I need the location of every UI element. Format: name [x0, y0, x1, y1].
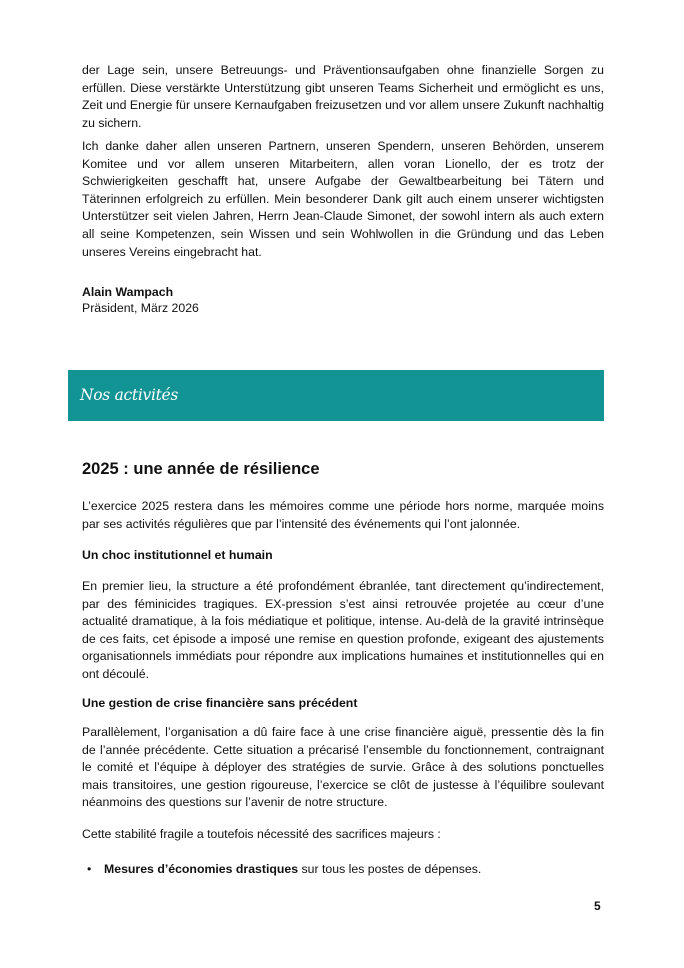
bullet-bold-text: Mesures d’économies drastiques: [104, 862, 299, 876]
section-heading: 2025 : une année de résilience: [82, 460, 320, 478]
list-item: [87, 861, 482, 878]
bullet-text: sur tous les postes de dépenses.: [298, 862, 482, 876]
paragraph-intro: L’exercice 2025 restera dans les mémoires comme une période hors norme, marquée moins par ses activités régulières que par l’intensité des événements qui l’ont jalonnée.: [82, 499, 604, 531]
paragraph-thanks: Ich danke daher allen unseren Partnern, unseren Spendern, unseren Behörden, unserem Komitee und vor allem unseren Mitarbeitern, allen voran Lionello, der es trotz der Schwierigkeiten geschafft hat, unsere Aufgabe der Gewaltbearbeitung bei Tätern und Täterinnen erfolgreich zu erfüllen. Mein besonderer Dank gilt auch einem unserer wichtigsten Unterstützer seit vielen Jahren, Herrn Jean-Claude Simonet, der sowohl intern als auch extern all seine Kompetenzen, sein Wissen und sein Wohlwollen in die Gründung und das Leben unseres Vereins eingebracht hat.: [82, 139, 604, 259]
subheading-financial-crisis: Une gestion de crise financière sans précédent: [82, 696, 358, 710]
signature-name: Alain Wampach: [82, 285, 174, 299]
paragraph-support: der Lage sein, unsere Betreuungs- und Präventionsaufgaben ohne finanzielle Sorgen zu erfüllen. Diese verstärkte Unterstützung gibt unseren Teams Sicherheit und ermöglicht es uns, Zeit und Energie für unsere Kernaufgaben freizusetzen und vor allem unsere Zukunft nachhaltig zu sichern.: [82, 63, 604, 130]
bullet-icon: •: [87, 862, 92, 876]
page-number: 5: [594, 899, 601, 913]
paragraph-femicides: En premier lieu, la structure a été profondément ébranlée, tant directement qu’indirectement, par des féminicides tragiques. EX-pression s’est ainsi retrouvée projetée au cœur d’une actualité dramatique, à la fois médiatique et politique, intense. Au-delà de la gravité intrinsèque de ces faits, cet épisode a imposé une remise en question profonde, exigeant des ajustements organisationnels immédiats pour répondre aux implications humaines et institutionnelles qui en ont découlé.: [82, 579, 604, 681]
paragraph-financial-crisis: Parallèlement, l’organisation a dû faire face à une crise financière aiguë, pressentie dès la fin de l’année précédente. Cette situation a précarisé l’ensemble du fonctionnement, contraignant le comité et l’équipe à déployer des stratégies de survie. Grâce à des solutions ponctuelles mais transitoires, une gestion rigoureuse, l’exercice se clôt de justesse à l’équilibre soulevant néanmoins des questions sur l’avenir de notre structure.: [82, 725, 604, 810]
banner-title: Nos activités: [80, 386, 179, 404]
signature-role: Präsident, März 2026: [82, 301, 199, 315]
section-banner: [68, 370, 604, 421]
paragraph-sacrifices: Cette stabilité fragile a toutefois nécessité des sacrifices majeurs :: [82, 827, 441, 841]
subheading-institutional-shock: Un choc institutionnel et humain: [82, 548, 273, 562]
